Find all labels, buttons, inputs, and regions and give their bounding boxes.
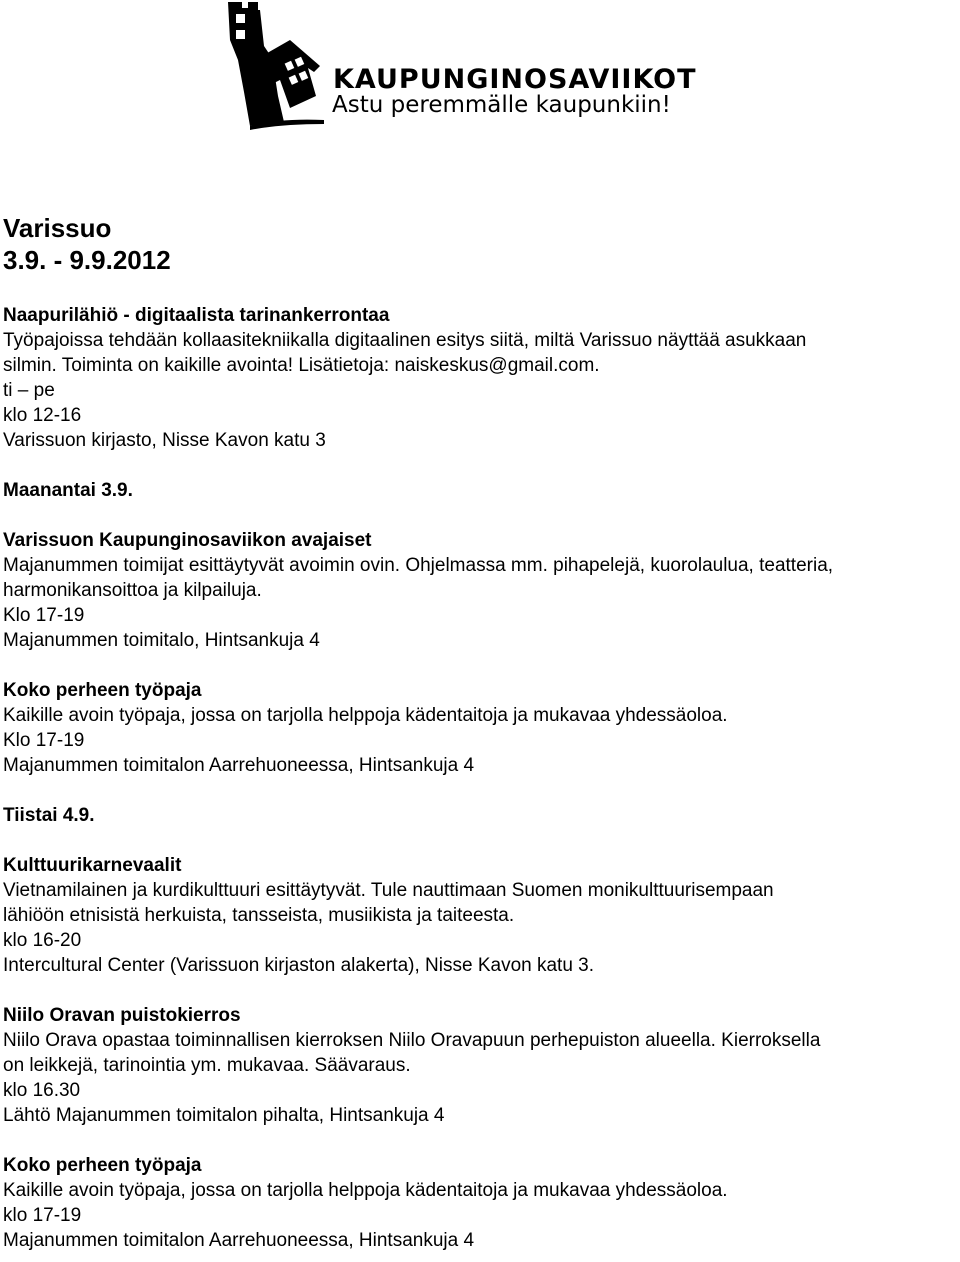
logo-name: KAUPUNGINOSAVIIKOT [333, 64, 697, 95]
event-kulttuurikarnevaalit [3, 853, 960, 978]
event-location: Lähtö Majanummen toimitalon pihalta, Hintsankuja 4 [3, 1105, 445, 1126]
event-heading: Koko perheen työpaja [3, 1155, 202, 1176]
event-days: ti – pe [3, 380, 55, 401]
event-description: Työpajoissa tehdään kollaasitekniikalla digitaalinen esitys siitä, miltä Varissuo näyttää asukkaan [3, 330, 807, 351]
day-heading-tuesday: Tiistai 4.9. [3, 805, 95, 826]
event-heading: Varissuon Kaupunginosaviikon avajaiset [3, 530, 372, 551]
event-description: harmonikansoittoa ja kilpailuja. [3, 580, 262, 601]
event-description: lähiöön etnisistä herkuista, tansseista, musiikista ja taiteesta. [3, 905, 515, 926]
event-time: klo 17-19 [3, 1205, 82, 1226]
event-time: Klo 17-19 [3, 730, 85, 751]
event-heading: Niilo Oravan puistokierros [3, 1005, 241, 1026]
event-location: Intercultural Center (Varissuon kirjaston alakerta), Nisse Kavon katu 3. [3, 955, 595, 976]
event-description: Majanummen toimijat esittäytyvät avoimin ovin. Ohjelmassa mm. pihapelejä, kuorolaulua, teatteria, [3, 555, 834, 576]
page-title: Varissuo [3, 213, 112, 243]
event-location: Majanummen toimitalon Aarrehuoneessa, Hintsankuja 4 [3, 1230, 475, 1251]
day-heading-monday: Maanantai 3.9. [3, 480, 133, 501]
event-koko-perheen-tyopaja-1 [3, 678, 960, 778]
kaupunginosaviikot-logo-icon [220, 0, 332, 130]
event-description: Vietnamilainen ja kurdikulttuuri esittäytyvät. Tule nauttimaan Suomen monikulttuurisempaan [3, 880, 774, 901]
event-description: Niilo Orava opastaa toiminnallisen kierroksen Niilo Oravapuun perhepuiston alueella. Kierroksella [3, 1030, 821, 1051]
event-avajaiset [3, 528, 960, 653]
event-heading: Kulttuurikarnevaalit [3, 855, 182, 876]
event-naapurilahio [3, 303, 960, 453]
event-time: klo 16.30 [3, 1080, 81, 1101]
event-heading: Koko perheen työpaja [3, 680, 202, 701]
event-location: Majanummen toimitalo, Hintsankuja 4 [3, 630, 320, 651]
logo-slogan: Astu peremmälle kaupunkiin! [332, 92, 671, 118]
event-description: Kaikille avoin työpaja, jossa on tarjolla helppoja kädentaitoja ja mukavaa yhdessäoloa. [3, 1180, 728, 1201]
event-koko-perheen-tyopaja-2 [3, 1153, 960, 1253]
event-description: on leikkejä, tarinointia ym. mukavaa. Säävaraus. [3, 1055, 411, 1076]
event-location: Varissuon kirjasto, Nisse Kavon katu 3 [3, 430, 326, 451]
event-dates: 3.9. - 9.9.2012 [3, 245, 171, 275]
event-location: Majanummen toimitalon Aarrehuoneessa, Hintsankuja 4 [3, 755, 475, 776]
event-niilo-oravan-puistokierros [3, 1003, 960, 1128]
event-time: klo 16-20 [3, 930, 82, 951]
event-heading: Naapurilähiö - digitaalista tarinankerrontaa [3, 305, 390, 326]
event-description: silmin. Toiminta on kaikille avointa! Lisätietoja: naiskeskus@gmail.com. [3, 355, 600, 376]
program-document [3, 212, 960, 1253]
logo [220, 0, 697, 130]
event-description: Kaikille avoin työpaja, jossa on tarjolla helppoja kädentaitoja ja mukavaa yhdessäoloa. [3, 705, 728, 726]
event-time: klo 12-16 [3, 405, 82, 426]
event-time: Klo 17-19 [3, 605, 85, 626]
